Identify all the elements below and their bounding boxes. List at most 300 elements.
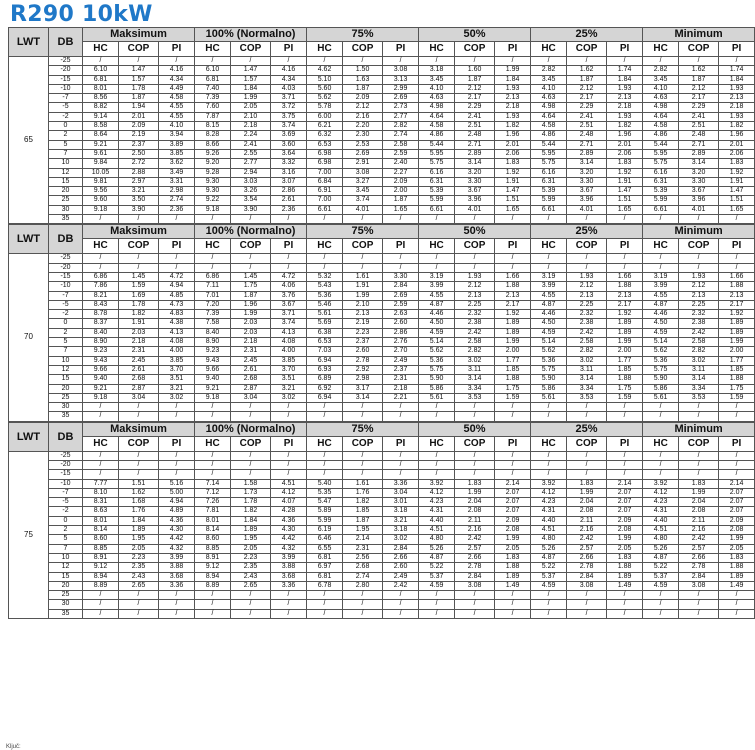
table-cell: 1.82 [231,507,271,516]
table-cell: / [643,600,679,609]
table-cell: 1.83 [567,479,607,488]
table-cell: 3.67 [455,187,495,196]
table-cell: 1.89 [119,526,159,535]
table-cell: 1.99 [495,338,531,347]
table-cell: 8.40 [195,328,231,337]
table-cell: 1.95 [231,535,271,544]
table-cell: 1.89 [719,572,755,581]
table-cell: 4.01 [567,205,607,214]
table-cell: 5.46 [307,300,343,309]
table-cell: 2.42 [455,535,495,544]
table-cell: 4.55 [419,291,455,300]
table-cell: 3.20 [679,168,719,177]
table-cell: 2.71 [455,140,495,149]
table-cell: 2.94 [231,168,271,177]
table-cell: 5.90 [419,375,455,384]
table-cell: 6.21 [307,122,343,131]
table-cell: / [343,403,383,412]
table-cell: 5.44 [643,140,679,149]
table-cell: 2.61 [231,365,271,374]
db-value: 35 [49,609,83,618]
lwt-header: LWT [9,225,49,254]
db-value: -25 [49,57,83,66]
table-cell: 1.84 [495,75,531,84]
table-cell: 4.86 [643,131,679,140]
subheader-cop: COP [455,239,495,254]
table-cell: 2.98 [343,375,383,384]
table-cell: / [455,591,495,600]
table-cell: 4.08 [159,338,195,347]
table-cell: / [307,451,343,460]
table-cell: 2.74 [343,572,383,581]
table-cell: 3.01 [383,498,419,507]
table-cell: 3.08 [567,581,607,590]
table-cell: 1.93 [567,272,607,281]
table-row [9,254,755,263]
table-cell: 3.34 [567,384,607,393]
table-cell: 1.96 [231,300,271,309]
table-cell: / [383,263,419,272]
table-cell: 2.86 [271,187,307,196]
table-row [9,205,755,214]
table-cell: 3.21 [159,384,195,393]
table-cell: 2.12 [567,282,607,291]
table-cell: / [455,263,495,272]
table-cell: / [567,254,607,263]
table-row [9,347,755,356]
group-header-2: 75% [307,225,419,239]
table-cell: / [119,254,159,263]
table-cell: 3.74 [271,319,307,328]
table-row [9,563,755,572]
table-cell: 3.14 [343,393,383,402]
subheader-hc: HC [307,239,343,254]
table-cell: 4.64 [419,112,455,121]
table-cell: / [455,609,495,618]
table-cell: 9.18 [195,393,231,402]
db-value: 15 [49,375,83,384]
table-cell: 1.99 [343,291,383,300]
table-cell: 7.14 [195,479,231,488]
table-cell: / [307,591,343,600]
table-cell: 2.00 [495,347,531,356]
table-cell: 3.53 [679,393,719,402]
group-header-0: Maksimum [83,225,195,239]
table-cell: 2.66 [679,553,719,562]
table-cell: 1.78 [119,84,159,93]
table-cell: / [307,263,343,272]
table-cell: 9.12 [83,563,119,572]
table-cell: 3.07 [271,177,307,186]
table-cell: 2.17 [719,300,755,309]
table-cell: 9.23 [83,347,119,356]
table-cell: 9.43 [83,356,119,365]
table-cell: / [495,254,531,263]
table-cell: 2.12 [679,282,719,291]
table-cell: 1.65 [383,205,419,214]
table-cell: 9.23 [195,347,231,356]
table-row [9,356,755,365]
table-cell: 4.58 [419,122,455,131]
subheader-hc: HC [643,239,679,254]
table-cell: / [119,57,159,66]
db-value: 12 [49,563,83,572]
table-cell: / [83,403,119,412]
table-cell: 2.51 [455,122,495,131]
table-row [9,159,755,168]
table-cell: 2.03 [231,328,271,337]
table-cell: / [195,263,231,272]
table-cell: / [383,609,419,618]
table-cell: 2.06 [607,149,643,158]
table-cell: 2.41 [231,140,271,149]
table-cell: 2.17 [607,300,643,309]
table-cell: 4.42 [271,535,307,544]
table-cell: 1.62 [679,66,719,75]
table-cell: 1.66 [719,272,755,281]
table-row [9,479,755,488]
table-cell: 3.02 [383,535,419,544]
table-cell: 5.61 [419,393,455,402]
table-cell: / [271,412,307,421]
table-cell: / [607,460,643,469]
table-cell: 5.86 [643,384,679,393]
table-cell: 2.37 [343,338,383,347]
db-value: 12 [49,365,83,374]
table-cell: 4.40 [643,516,679,525]
db-value: 5 [49,338,83,347]
subheader-pi: PI [383,42,419,57]
table-cell: / [607,600,643,609]
table-cell: 2.16 [343,112,383,121]
table-cell: 4.55 [159,103,195,112]
db-value: 30 [49,403,83,412]
table-cell: 8.43 [83,300,119,309]
table-cell: 1.50 [343,66,383,75]
group-header-1: 100% (Normalno) [195,28,307,42]
table-cell: 4.07 [271,498,307,507]
subheader-pi: PI [159,239,195,254]
table-cell: 2.48 [679,131,719,140]
table-cell: 4.59 [643,581,679,590]
table-cell: 4.10 [419,84,455,93]
table-cell: 4.85 [159,291,195,300]
table-cell: 1.75 [607,384,643,393]
table-cell: / [567,263,607,272]
table-cell: / [567,591,607,600]
table-cell: 1.74 [719,66,755,75]
table-cell: 3.68 [159,572,195,581]
table-cell: 3.36 [271,581,307,590]
table-cell: 5.99 [531,196,567,205]
table-cell: 4.87 [643,553,679,562]
table-cell: 3.34 [455,384,495,393]
table-cell: 5.14 [419,338,455,347]
db-value: 10 [49,356,83,365]
table-cell: / [271,591,307,600]
table-cell: 4.00 [159,347,195,356]
table-cell: 9.12 [195,563,231,572]
table-row [9,553,755,562]
table-cell: 3.88 [271,563,307,572]
table-cell: 2.84 [567,572,607,581]
table-cell: / [159,263,195,272]
table-cell: / [643,254,679,263]
subheader-cop: COP [679,239,719,254]
subheader-hc: HC [419,42,455,57]
table-cell: / [271,215,307,224]
table-cell: 1.59 [495,393,531,402]
table-cell: 2.29 [455,103,495,112]
subheader-cop: COP [455,436,495,451]
table-cell: 1.61 [343,479,383,488]
table-cell: 6.16 [643,168,679,177]
table-cell: 2.14 [607,479,643,488]
table-cell: / [419,263,455,272]
subheader-cop: COP [567,42,607,57]
table-cell: 4.30 [159,526,195,535]
table-cell: 4.73 [159,300,195,309]
table-cell: 2.51 [567,122,607,131]
db-value: -2 [49,310,83,319]
table-cell: / [495,451,531,460]
table-cell: 4.50 [643,319,679,328]
table-cell: 5.99 [307,516,343,525]
table-cell: 2.18 [495,103,531,112]
table-cell: 2.09 [383,177,419,186]
table-cell: 1.83 [495,159,531,168]
subheader-cop: COP [567,239,607,254]
table-cell: 2.42 [679,328,719,337]
table-cell: 2.84 [383,282,419,291]
db-value: 0 [49,319,83,328]
table-cell: 5.14 [531,338,567,347]
table-cell: 5.95 [643,149,679,158]
db-value: -10 [49,479,83,488]
table-cell: 5.75 [531,365,567,374]
table-cell: / [719,215,755,224]
table-cell: / [159,215,195,224]
table-cell: 2.01 [119,112,159,121]
table-cell: 1.47 [119,66,159,75]
table-cell: 8.14 [83,526,119,535]
table-cell: 3.17 [343,384,383,393]
table-cell: 5.95 [531,149,567,158]
table-cell: 4.34 [159,75,195,84]
table-cell: 6.89 [307,375,343,384]
db-value: 7 [49,544,83,553]
group-header-5: Minimum [643,28,755,42]
table-row [9,94,755,103]
db-value: 7 [49,149,83,158]
table-cell: 2.23 [343,328,383,337]
group-header-5: Minimum [643,225,755,239]
table-cell: / [567,403,607,412]
table-cell: 1.87 [343,516,383,525]
table-cell: 2.11 [567,516,607,525]
table-cell: 3.54 [231,196,271,205]
group-header-0: Maksimum [83,422,195,436]
table-cell: 4.59 [531,328,567,337]
table-cell: 4.51 [643,526,679,535]
db-value: 2 [49,328,83,337]
table-cell: 6.10 [195,66,231,75]
table-cell: 4.42 [159,535,195,544]
table-cell: 2.87 [119,384,159,393]
table-cell: 2.82 [455,347,495,356]
subheader-row [9,42,755,57]
table-cell: 8.60 [195,535,231,544]
table-row [9,263,755,272]
subheader-cop: COP [119,436,159,451]
table-row [9,103,755,112]
table-cell: 2.14 [495,479,531,488]
group-header-4: 25% [531,422,643,436]
table-cell: 4.94 [159,282,195,291]
table-cell: 3.18 [419,66,455,75]
table-cell: 2.31 [343,544,383,553]
table-cell: 2.59 [383,300,419,309]
table-cell: 2.84 [679,572,719,581]
db-value: 2 [49,526,83,535]
table-cell: 5.36 [531,356,567,365]
table-cell: 5.86 [419,384,455,393]
table-cell: 5.10 [307,75,343,84]
table-cell: 3.14 [679,375,719,384]
table-cell: 2.23 [231,553,271,562]
subheader-cop: COP [455,42,495,57]
table-cell: 9.84 [83,159,119,168]
table-cell: 3.85 [159,356,195,365]
table-cell: 4.80 [643,535,679,544]
table-cell: / [271,57,307,66]
table-cell: 8.90 [195,338,231,347]
table-cell: / [195,254,231,263]
table-row [9,375,755,384]
table-cell: 3.64 [271,149,307,158]
table-cell: / [719,403,755,412]
table-cell: / [83,460,119,469]
table-cell: 4.23 [643,498,679,507]
table-cell: 2.13 [719,291,755,300]
table-cell: 2.25 [679,300,719,309]
table-cell: 1.76 [343,488,383,497]
db-header: DB [49,422,83,451]
table-cell: 9.60 [83,196,119,205]
table-cell: 8.66 [195,140,231,149]
table-cell: 3.11 [455,365,495,374]
table-cell: 3.02 [271,393,307,402]
table-cell: / [159,451,195,460]
table-cell: / [643,470,679,479]
table-cell: 2.57 [567,544,607,553]
table-cell: 2.07 [495,488,531,497]
table-cell: 4.50 [419,319,455,328]
db-header: DB [49,225,83,254]
table-cell: 2.58 [567,338,607,347]
table-cell: 2.69 [383,94,419,103]
table-cell: 2.69 [343,149,383,158]
table-cell: 1.75 [495,384,531,393]
subheader-pi: PI [271,239,307,254]
subheader-hc: HC [531,436,567,451]
table-cell: / [495,263,531,272]
table-row [9,535,755,544]
table-cell: 3.74 [343,196,383,205]
group-header-5: Minimum [643,422,755,436]
table-cell: 1.87 [231,291,271,300]
table-cell: 4.63 [419,94,455,103]
table-cell: 2.43 [119,572,159,581]
table-cell: / [455,215,495,224]
table-cell: 1.87 [383,196,419,205]
db-value: 30 [49,600,83,609]
table-row [9,291,755,300]
table-cell: 5.75 [419,159,455,168]
table-cell: 1.65 [719,205,755,214]
table-cell: 4.46 [419,310,455,319]
table-cell: / [643,591,679,600]
table-cell: / [495,470,531,479]
table-cell: 1.84 [119,516,159,525]
table-cell: 2.01 [495,140,531,149]
table-cell: 1.89 [607,572,643,581]
table-row [9,131,755,140]
table-cell: 1.88 [719,563,755,572]
table-cell: 5.69 [307,319,343,328]
table-cell: 2.51 [679,122,719,131]
table-cell: 3.21 [383,516,419,525]
table-cell: 1.93 [495,112,531,121]
table-cell: 5.40 [307,479,343,488]
table-cell: 3.76 [271,291,307,300]
table-cell: 4.28 [271,507,307,516]
table-cell: 4.87 [419,300,455,309]
table-cell: 8.28 [195,131,231,140]
table-cell: 2.53 [343,140,383,149]
table-cell: / [307,470,343,479]
table-cell: / [495,591,531,600]
table-cell: / [531,412,567,421]
db-value: 20 [49,187,83,196]
table-cell: 3.04 [231,393,271,402]
table-cell: 2.12 [455,84,495,93]
table-cell: / [343,254,383,263]
table-cell: 3.67 [679,187,719,196]
table-cell: 2.89 [567,149,607,158]
table-cell: / [231,263,271,272]
table-cell: 2.38 [567,319,607,328]
table-cell: 2.05 [231,544,271,553]
table-cell: 3.14 [455,375,495,384]
table-cell: 6.31 [419,177,455,186]
table-cell: 2.48 [455,131,495,140]
table-cell: / [195,609,231,618]
table-cell: 4.64 [531,112,567,121]
table-cell: 2.05 [495,544,531,553]
table-cell: 4.31 [531,507,567,516]
db-value: -5 [49,300,83,309]
table-cell: 2.07 [719,498,755,507]
group-header-3: 50% [419,422,531,436]
table-cell: 6.10 [83,66,119,75]
table-cell: 2.74 [383,131,419,140]
table-cell: 1.92 [495,310,531,319]
table-cell: 2.14 [719,479,755,488]
table-cell: 2.35 [231,563,271,572]
db-value: 5 [49,535,83,544]
table-row [9,600,755,609]
